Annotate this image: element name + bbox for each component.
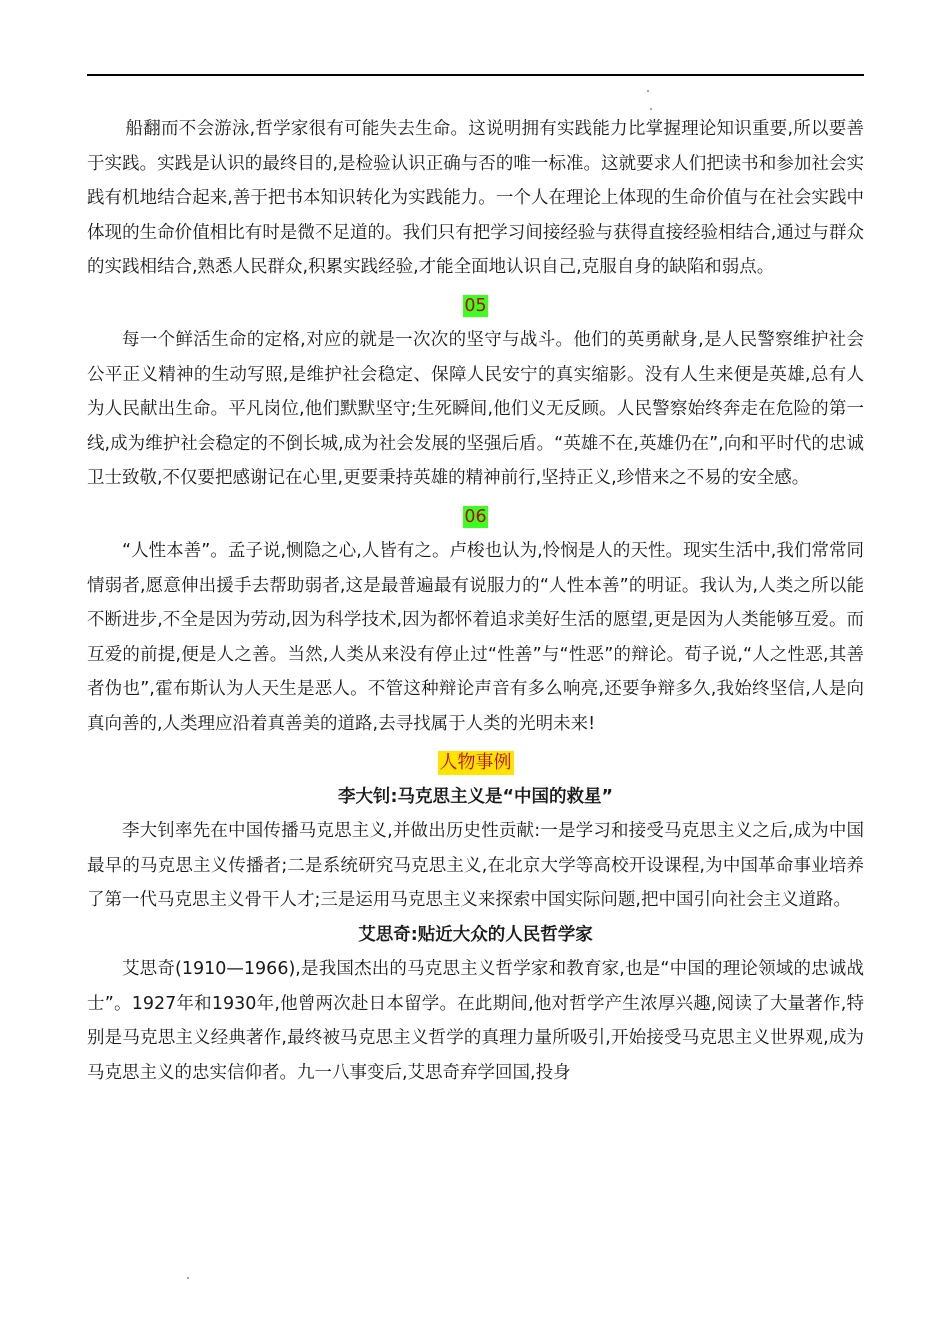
people-section-marker [87, 745, 864, 780]
section-06-paragraph: “人性本善”。孟子说,恻隐之心,人皆有之。卢梭也认为,怜悯是人的天性。现实生活中,我们常常同情弱者,愿意伸出援手去帮助弱者,这是最普遍最有说服力的“人性本善”的明证。我认为,人类之所以能不断进步,不全是因为劳动,因为科学技术,因为都怀着追求美好生活的愿望,更是因为人类能够互爱。而互爱的前提,便是人之善。当然,人类从来没有停止过“性善”与“性恶”的辩论。荀子说,“人之性恶,其善者伪也”,霍布斯认为人天生是恶人。不管这种辩论声音有多么响亮,还要争辩多久,我始终坚信,人是向真向善的,人类理应沿着真善美的道路,去寻找属于人类的光明未来! [87, 541, 864, 734]
intro-paragraph: 船翻而不会游泳,哲学家很有可能失去生命。这说明拥有实践能力比掌握理论知识重要,所以要善于实践。实践是认识的最终目的,是检验认识正确与否的唯一标准。这就要求人们把读书和参加社会实践有机地结合起来,善于把书本知识转化为实践能力。一个人在理论上体现的生命价值与在社会实践中体现的生命价值相比有时是微不足道的。我们只有把学习间接经验与获得直接经验相结合,通过与群众的实践相结合,熟悉人民群众,积累实践经验,才能全面地认识自己,克服自身的缺陷和弱点。 [87, 119, 864, 277]
people-section-tag: 人物事例 [439, 751, 512, 773]
header-rule [87, 74, 864, 76]
scan-dot [187, 1277, 189, 1279]
person-heading-li-dazhao: 李大钊:马克思主义是“中国的救星” [337, 786, 613, 807]
section-05-paragraph: 每一个鲜活生命的定格,对应的就是一次次的坚守与战斗。他们的英勇献身,是人民警察维护社会公平正义精神的生动写照,是维护社会稳定、保障人民安宁的真实缩影。没有人生来便是英雄,总有人为人民献出生命。平凡岗位,他们默默坚守;生死瞬间,他们义无反顾。人民警察始终奔走在危险的第一线,成为维护社会稳定的不倒长城,成为社会发展的坚强后盾。“英雄不在,英雄仍在”,向和平时代的忠诚卫士致敬,不仅要把感谢记在心里,更要秉持英雄的精神前行,坚持正义,珍惜来之不易的安全感。 [87, 330, 864, 488]
scan-dot [647, 90, 649, 92]
person-paragraph-ai-siqi: 艾思奇(1910—1966),是我国杰出的马克思主义哲学家和教育家,也是“中国的理论领域的忠诚战士”。1927年和1930年,他曾两次赴日本留学。在此期间,他对哲学产生浓厚兴趣,阅读了大量著作,特别是马克思主义经典著作,最终被马克思主义哲学的真理力量所吸引,开始接受马克思主义世界观,成为马克思主义的忠实信仰者。九一八事变后,艾思奇弃学回国,投身 [87, 959, 864, 1083]
person-paragraph-li-dazhao: 李大钊率先在中国传播马克思主义,并做出历史性贡献:一是学习和接受马克思主义之后,成为中国最早的马克思主义传播者;二是系统研究马克思主义,在北京大学等高校开设课程,为中国革命事业培养了第一代马克思主义骨干人才;三是运用马克思主义来探索中国实际问题,把中国引向社会主义道路。 [87, 821, 864, 910]
scan-dot [650, 108, 652, 110]
section-number-tag: 06 [464, 507, 487, 527]
section-marker-05 [87, 289, 864, 324]
document-body [87, 112, 864, 1090]
section-marker-06 [87, 500, 864, 535]
section-number-tag: 05 [464, 296, 487, 316]
person-heading-ai-siqi: 艾思奇:贴近大众的人民哲学家 [358, 924, 593, 945]
